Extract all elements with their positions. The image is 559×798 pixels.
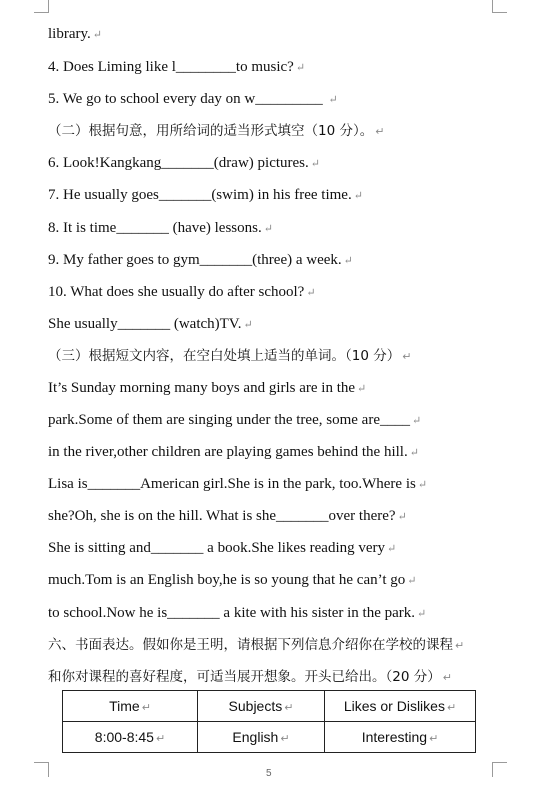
text-line bbox=[48, 667, 452, 688]
text-line-content: （三）根据短文内容，在空白处填上适当的单词。（10 分） bbox=[48, 348, 401, 364]
paragraph-mark-icon: ↵ bbox=[417, 608, 427, 620]
table-cell-subject: English ↵ bbox=[198, 722, 325, 753]
text-line-content: much.Tom is an English boy,he is so young that he can’t go bbox=[48, 572, 406, 588]
table-header-row bbox=[63, 691, 476, 722]
paragraph-mark-icon: ↵ bbox=[402, 350, 412, 363]
text-line-content: 4. Does Liming like l________to music? bbox=[48, 59, 294, 75]
text-line-content: 5. We go to school every day on w_________ bbox=[48, 91, 327, 107]
text-line-content: She usually_______ (watch)TV. bbox=[48, 316, 242, 332]
text-line-content: park.Some of them are singing under the tree, some are____ bbox=[48, 412, 410, 428]
text-line bbox=[48, 603, 426, 624]
paragraph-mark-icon: ↵ bbox=[409, 447, 419, 459]
text-line-content: 9. My father goes to gym_______(three) a week. bbox=[48, 252, 342, 268]
text-line bbox=[48, 442, 419, 463]
paragraph-mark-icon: ↵ bbox=[295, 62, 306, 74]
text-line bbox=[48, 570, 416, 591]
paragraph-mark-icon: ↵ bbox=[357, 383, 367, 395]
text-line bbox=[48, 506, 407, 527]
text-line bbox=[48, 185, 363, 206]
corner-mark-bottom-left bbox=[34, 762, 49, 777]
text-line-content: 和你对课程的喜好程度，可适当展开想象。开头已给出。（20 分） bbox=[48, 669, 441, 685]
paragraph-mark-icon: ↵ bbox=[407, 575, 417, 587]
text-line bbox=[48, 57, 305, 78]
text-line bbox=[48, 314, 253, 335]
table-row bbox=[63, 722, 476, 753]
table-header-time: Time ↵ bbox=[63, 691, 198, 722]
table-header-likes: Likes or Dislikes ↵ bbox=[325, 691, 476, 722]
text-line bbox=[48, 538, 396, 559]
text-line bbox=[48, 153, 320, 174]
paragraph-mark-icon: ↵ bbox=[442, 671, 452, 684]
paragraph-mark-icon: ↵ bbox=[328, 94, 338, 106]
text-line-content: she?Oh, she is on the hill. What is she_______over there? bbox=[48, 508, 396, 524]
course-info-table bbox=[62, 690, 476, 753]
paragraph-mark-icon: ↵ bbox=[375, 125, 385, 138]
table-header-subjects: Subjects ↵ bbox=[198, 691, 325, 722]
paragraph-mark-icon: ↵ bbox=[263, 223, 273, 235]
paragraph-mark-icon: ↵ bbox=[243, 319, 253, 331]
text-line bbox=[48, 474, 427, 495]
text-line bbox=[48, 346, 411, 367]
text-line-content: 6. Look!Kangkang_______(draw) pictures. bbox=[48, 155, 309, 171]
text-line bbox=[48, 410, 421, 431]
text-line bbox=[48, 250, 353, 271]
text-line bbox=[48, 121, 384, 142]
table-cell-time: 8:00-8:45 ↵ bbox=[63, 722, 198, 753]
text-line bbox=[48, 24, 102, 45]
paragraph-mark-icon: ↵ bbox=[397, 511, 407, 523]
text-line-content: in the river,other children are playing games behind the hill. bbox=[48, 444, 408, 460]
text-line-content: 六、书面表达。假如你是王明，请根据下列信息介绍你在学校的课程 bbox=[48, 637, 453, 653]
page-number: 5 bbox=[266, 768, 272, 779]
text-line-content: （二）根据句意，用所给词的适当形式填空（10 分）。 bbox=[48, 123, 374, 139]
paragraph-mark-icon: ↵ bbox=[387, 543, 397, 555]
text-line-content: 10. What does she usually do after school? bbox=[48, 284, 305, 300]
text-line bbox=[48, 282, 316, 303]
paragraph-mark-icon: ↵ bbox=[310, 158, 320, 170]
text-line-content: 8. It is time_______ (have) lessons. bbox=[48, 220, 262, 236]
text-line-content: Lisa is_______American girl.She is in the park, too.Where is bbox=[48, 476, 416, 492]
paragraph-mark-icon: ↵ bbox=[92, 29, 102, 41]
text-line-content: to school.Now he is_______ a kite with his sister in the park. bbox=[48, 605, 416, 621]
text-line-content: library. bbox=[48, 26, 91, 42]
text-line-content: She is sitting and_______ a book.She likes reading very bbox=[48, 540, 386, 556]
paragraph-mark-icon: ↵ bbox=[417, 479, 428, 491]
corner-mark-top-left bbox=[34, 0, 49, 13]
text-line bbox=[48, 89, 338, 110]
text-line-content: It’s Sunday morning many boys and girls are in the bbox=[48, 380, 356, 396]
paragraph-mark-icon: ↵ bbox=[455, 639, 465, 652]
text-line bbox=[48, 635, 464, 656]
text-line bbox=[48, 218, 273, 239]
text-line bbox=[48, 378, 366, 399]
paragraph-mark-icon: ↵ bbox=[411, 415, 422, 427]
paragraph-mark-icon: ↵ bbox=[306, 287, 316, 299]
paragraph-mark-icon: ↵ bbox=[343, 255, 353, 267]
table-cell-likes: Interesting ↵ bbox=[325, 722, 476, 753]
paragraph-mark-icon: ↵ bbox=[353, 190, 363, 202]
corner-mark-top-right bbox=[492, 0, 507, 13]
text-line-content: 7. He usually goes_______(swim) in his free time. bbox=[48, 187, 352, 203]
corner-mark-bottom-right bbox=[492, 762, 507, 777]
